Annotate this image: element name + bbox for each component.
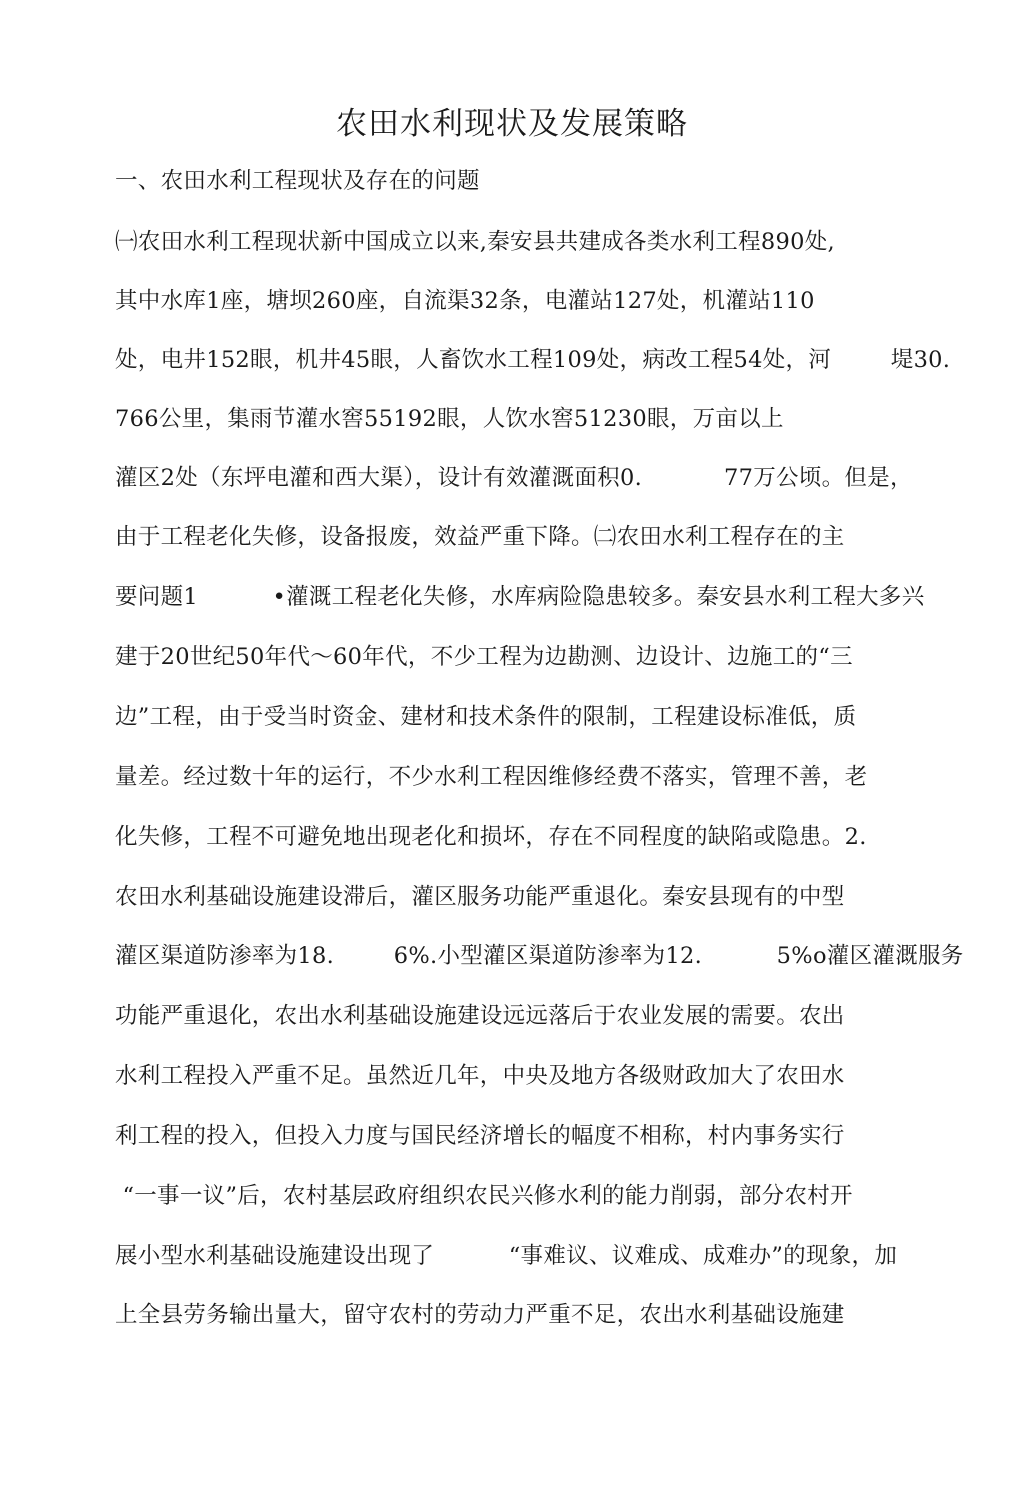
body-line-3: 处，电井152眼，机井45眼，人畜饮水工程109处，病改工程54处，河 堤30.: [115, 347, 951, 373]
body-line-15: 水利工程投入严重不足。虽然近几年，中央及地方各级财政加大了农田水: [115, 1063, 845, 1089]
body-line-5: 灌区2处（东坪电灌和西大渠），设计有效灌溉面积0. 77万公顷。但是，: [115, 465, 913, 491]
body-line-13: 灌区渠道防渗率为18. 6%.小型灌区渠道防渗率为12. 5%o灌区灌溉服务: [115, 943, 964, 969]
body-line-19: 上全县劳务输出量大，留守农村的劳动力严重不足，农出水利基础设施建: [115, 1302, 845, 1328]
body-line-12: 农田水利基础设施建设滞后，灌区服务功能严重退化。秦安县现有的中型: [115, 884, 845, 910]
body-line-4: 766公里，集雨节灌水窖55192眼，人饮水窖51230眼，万亩以上: [115, 406, 784, 432]
body-line-10: 量差。经过数十年的运行，不少水利工程因维修经费不落实，管理不善，老: [115, 764, 868, 790]
body-line-18: 展小型水利基础设施建设出现了 “事难议、议难成、成难办”的现象，加: [115, 1243, 898, 1269]
body-line-6: 由于工程老化失修，设备报废，效益严重下降。㈡农田水利工程存在的主: [115, 524, 845, 550]
body-line-1: ㈠农田水利工程现状新中国成立以来,秦安县共建成各类水利工程890处,: [115, 229, 835, 255]
body-line-7: 要问题1 •灌溉工程老化失修，水库病险隐患较多。秦安县水利工程大多兴: [115, 584, 925, 610]
body-line-16: 利工程的投入，但投入力度与国民经济增长的幅度不相称，村内事务实行: [115, 1123, 845, 1149]
document-title: 农田水利现状及发展策略: [336, 106, 688, 142]
body-line-2: 其中水库1座，塘坝260座，自流渠32条，电灌站127处，机灌站110: [115, 288, 815, 314]
body-line-14: 功能严重退化，农出水利基础设施建设远远落后于农业发展的需要。农出: [115, 1003, 845, 1029]
body-line-17: “一事一议”后，农村基层政府组织农民兴修水利的能力削弱，部分农村开: [115, 1183, 853, 1209]
body-line-11: 化失修，工程不可避免地出现老化和损坏，存在不同程度的缺陷或隐患。2.: [115, 824, 867, 850]
body-line-9: 边”工程，由于受当时资金、建材和技术条件的限制，工程建设标准低，质: [115, 704, 857, 730]
section-heading: 一、农田水利工程现状及存在的问题: [115, 168, 480, 194]
body-line-8: 建于20世纪50年代～60年代，不少工程为边勘测、边设计、边施工的“三: [115, 644, 853, 670]
